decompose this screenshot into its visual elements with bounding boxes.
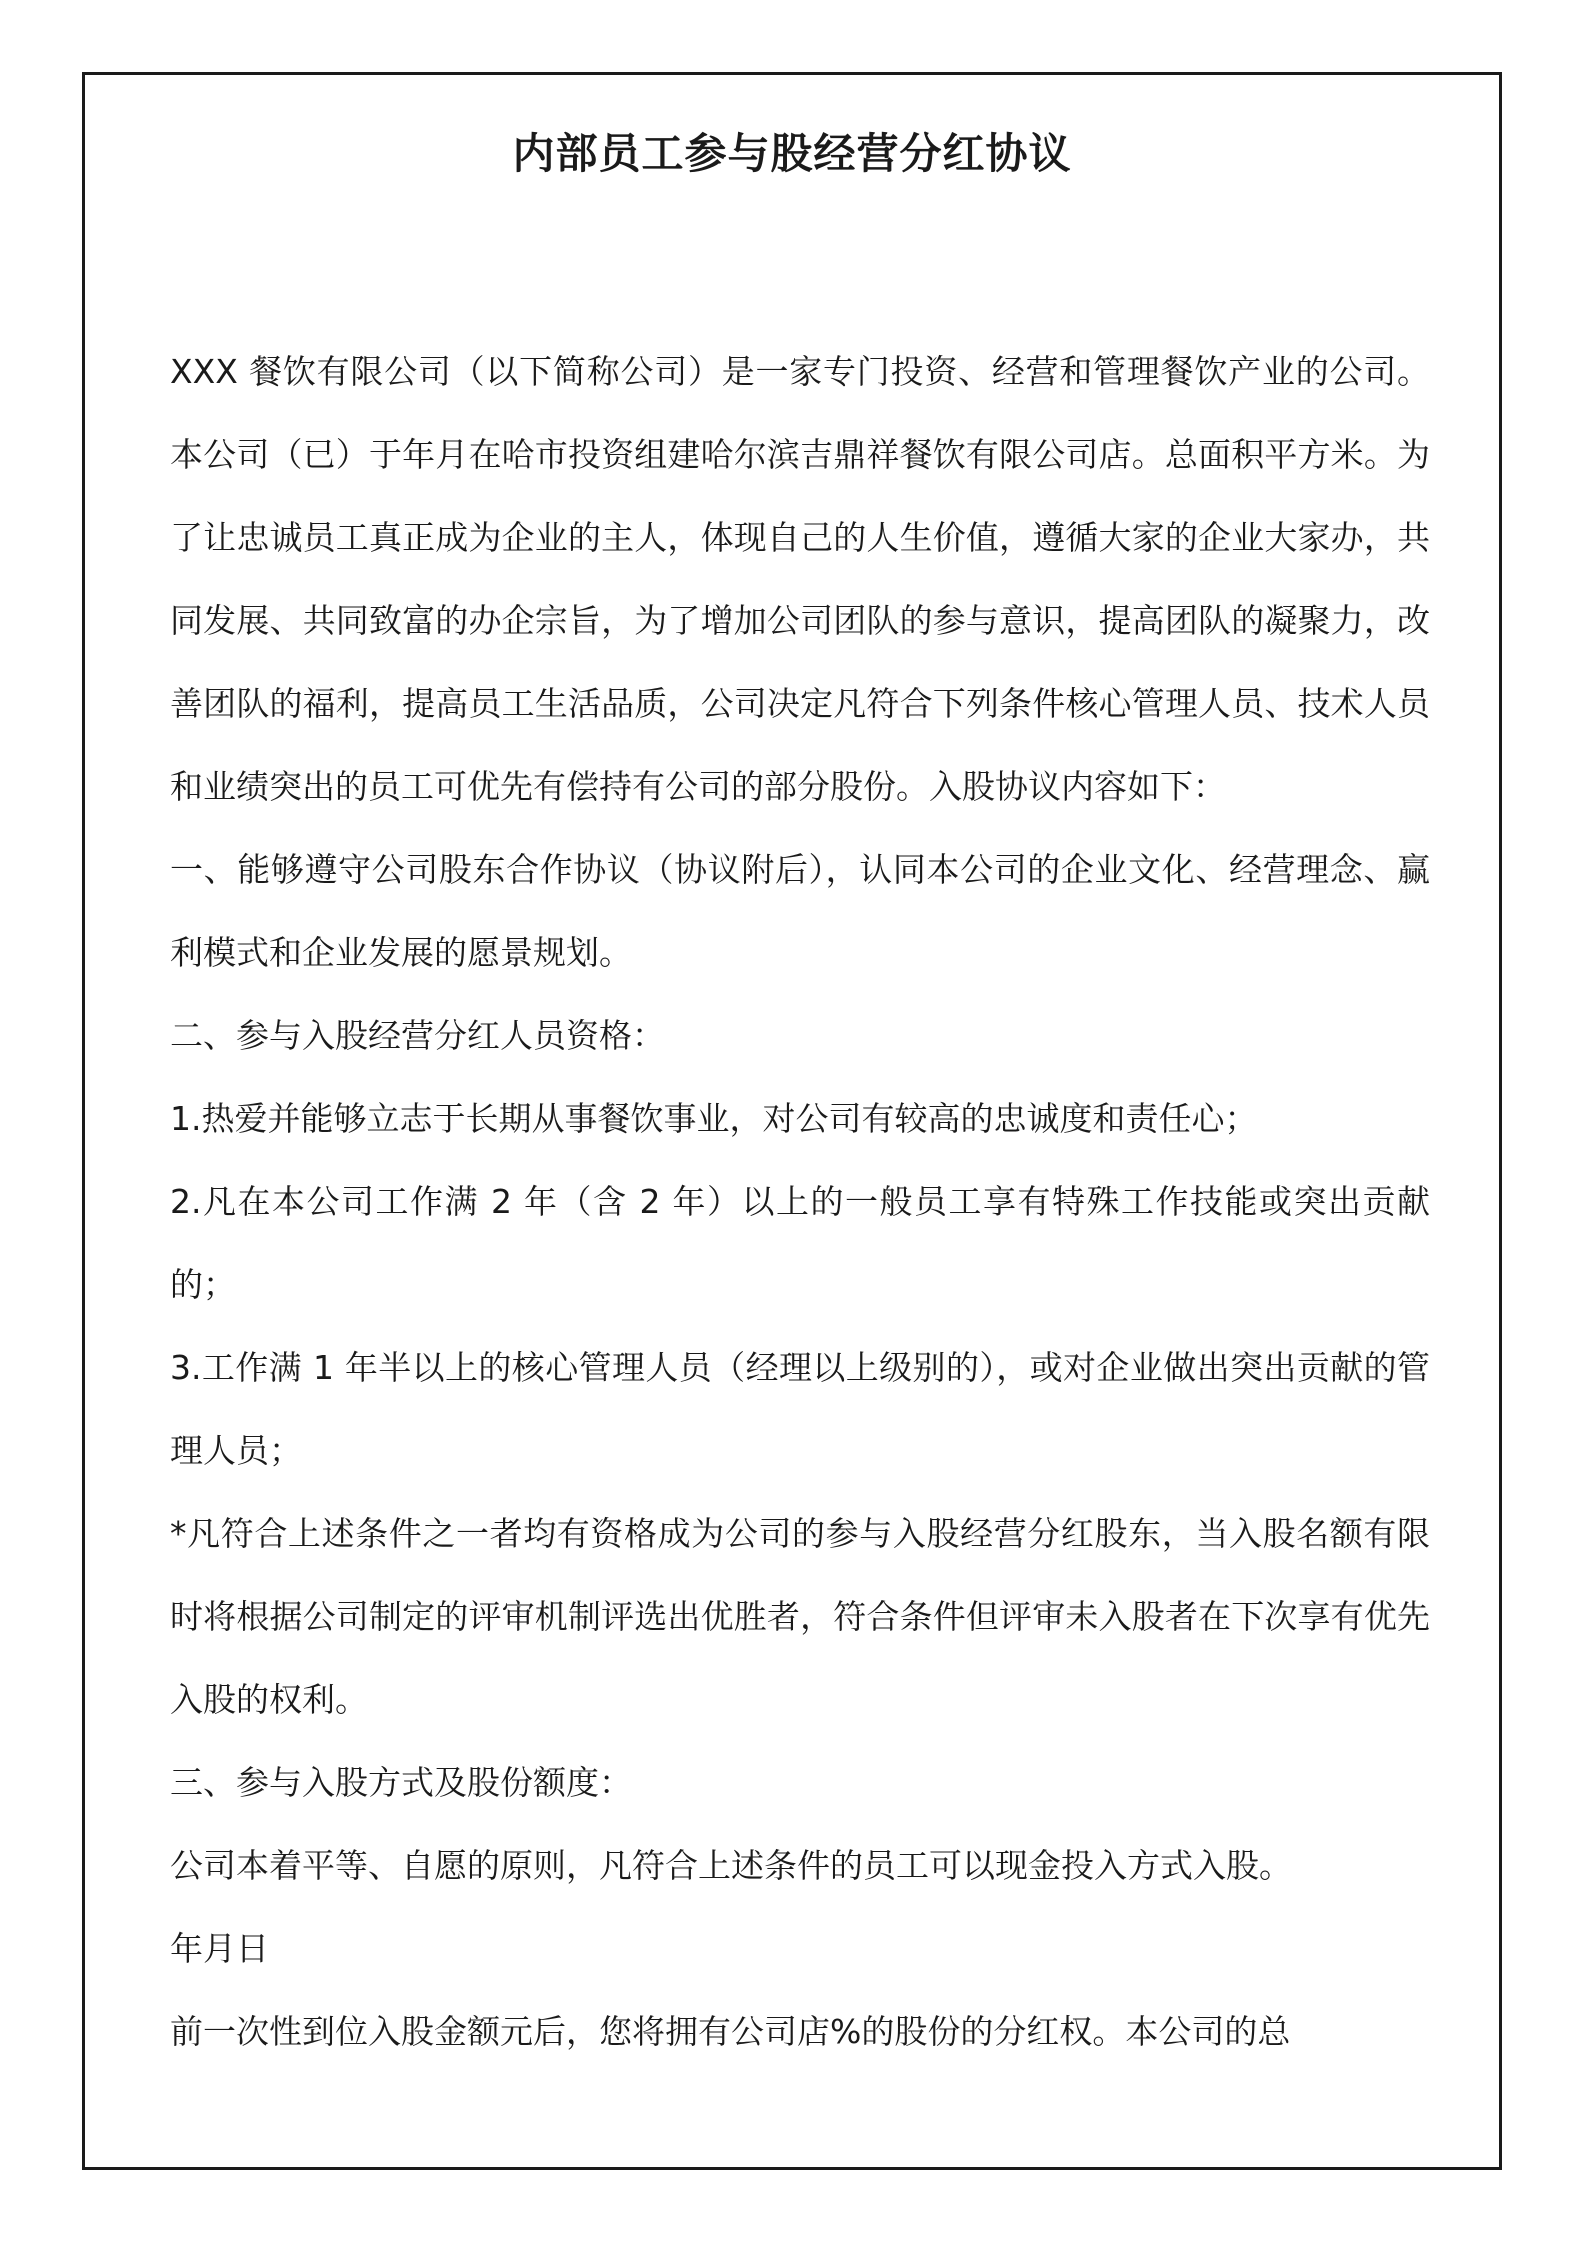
qualification-note: *凡符合上述条件之一者均有资格成为公司的参与入股经营分红股东，当入股名额有限时将根据公司制定的评审机制评选出优胜者，符合条件但评审未入股者在下次享有优先入股的权利。	[170, 1514, 1430, 1719]
clause-three-heading: 三、参与入股方式及股份额度：	[170, 1763, 632, 1802]
qualification-item-1: 1.热爱并能够立志于长期从事餐饮事业，对公司有较高的忠诚度和责任心；	[170, 1099, 1258, 1138]
document-body	[170, 330, 1430, 2073]
qualification-item-2: 2.凡在本公司工作满 2 年（含 2 年）以上的一般员工享有特殊工作技能或突出贡献的；	[170, 1182, 1430, 1304]
clause-two-heading: 二、参与入股经营分红人员资格：	[170, 1016, 665, 1055]
investment-method: 公司本着平等、自愿的原则，凡符合上述条件的员工可以现金投入方式入股。	[170, 1846, 1292, 1885]
intro-paragraph: XXX 餐饮有限公司（以下简称公司）是一家专门投资、经营和管理餐饮产业的公司。本公司（已）于年月在哈市投资组建哈尔滨吉鼎祥餐饮有限公司店。总面积平方米。为了让忠诚员工真正成为企业的主人，体现自己的人生价值，遵循大家的企业大家办，共同发展、共同致富的办企宗旨，为了增加公司团队的参与意识，提高团队的凝聚力，改善团队的福利，提高员工生活品质，公司决定凡符合下列条件核心管理人员、技术人员和业绩突出的员工可优先有偿持有公司的部分股份。入股协议内容如下：	[170, 352, 1430, 806]
date-line: 年月日	[170, 1929, 269, 1968]
document-frame	[82, 72, 1502, 2170]
clause-one: 一、能够遵守公司股东合作协议（协议附后），认同本公司的企业文化、经营理念、赢利模式和企业发展的愿景规划。	[170, 850, 1430, 972]
dividend-paragraph: 前一次性到位入股金额元后，您将拥有公司店%的股份的分红权。本公司的总	[170, 2012, 1291, 2051]
qualification-item-3: 3.工作满 1 年半以上的核心管理人员（经理以上级别的），或对企业做出突出贡献的管理人员；	[170, 1348, 1430, 1470]
document-title: 内部员工参与股经营分红协议	[512, 129, 1072, 178]
